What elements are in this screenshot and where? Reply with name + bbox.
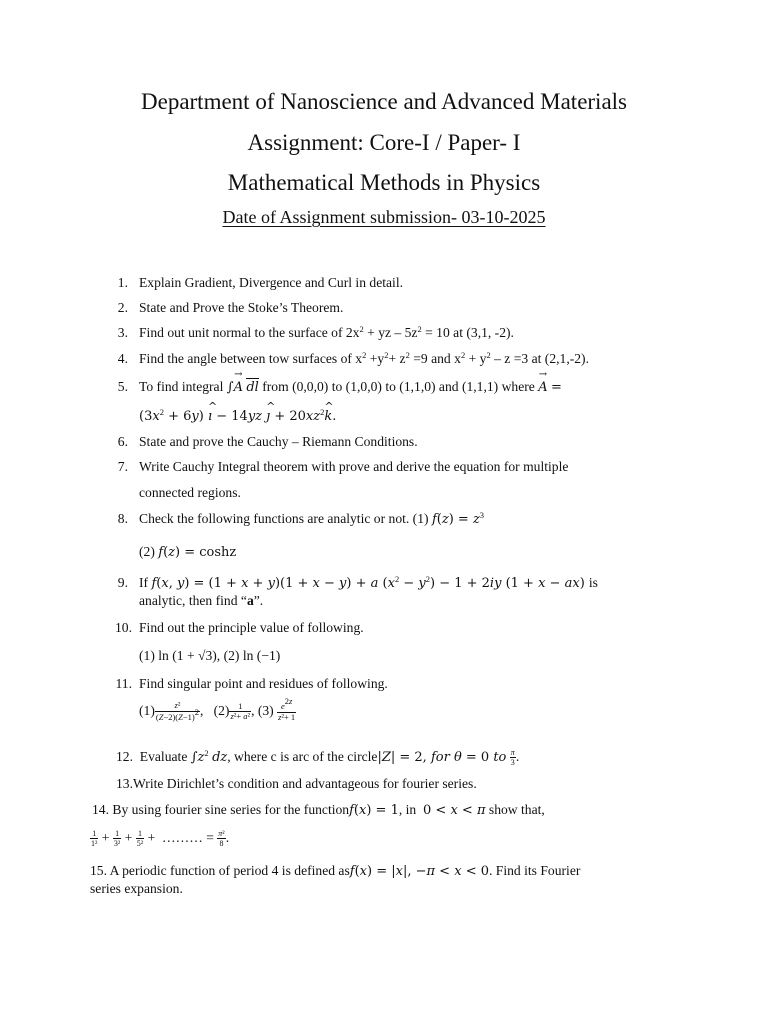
q6-number: 6. bbox=[117, 434, 128, 449]
q2-number: 2. bbox=[117, 300, 128, 315]
q4-text: Find the angle between tow surfaces of $x^2 +y^2+ z^2 =9$ and $x^2 + y^2 - z =3$ at (2,1,-2). bbox=[139, 350, 589, 366]
q11-number: 11. bbox=[115, 676, 132, 691]
q9-text-continued: analytic, then find “a”. bbox=[139, 593, 264, 608]
submission-date: Date of Assignment submission- 03-10-2025 bbox=[222, 207, 546, 227]
q12-text: 12. Evaluate $\int z^2$ dz, where c is arc of the circle|Z| = 2, for θ = 0 to $\frac{\pi}{3}$ . bbox=[116, 747, 520, 768]
q13-text: 13.Write Dirichlet’s condition and advantageous for fourier series. bbox=[116, 776, 477, 791]
department-title: Department of Nanoscience and Advanced Materials bbox=[141, 89, 627, 114]
q7-text: Write Cauchy Integral theorem with prove and derive the equation for multiple bbox=[139, 459, 569, 474]
q6-text: State and prove the Cauchy – Riemann Conditions. bbox=[139, 434, 418, 449]
subject-title: Mathematical Methods in Physics bbox=[227, 170, 541, 195]
q1-number: 1. bbox=[117, 275, 128, 290]
q2-text: State and Prove the Stoke’s Theorem. bbox=[139, 300, 344, 315]
q8-number: 8. bbox=[117, 511, 128, 526]
q15-text-continued: series expansion. bbox=[90, 881, 183, 896]
q3-number: 3. bbox=[117, 325, 128, 340]
q15-text: 15. A periodic function of period 4 is defined asf(x) = |x|, −π < x < 0. Find its Fourier bbox=[90, 863, 581, 879]
q14-series: $\frac{1}{\text{1²}}$ + $\frac{1}{\text{3²}}$ + $\frac{1}{\text{5²}}$ + ……… = $\frac{\text{π²}}{8}$ . bbox=[91, 829, 230, 849]
q5-vector-formula: $(3x^2 + 6y)$ ^ ı − 14yz ^ ȷ + $20xz^2\^{}$ k. bbox=[139, 409, 336, 423]
q4-number: 4. bbox=[117, 351, 128, 366]
q10-number: 10. bbox=[115, 620, 132, 635]
q10-text: Find out the principle value of following. bbox=[139, 620, 364, 635]
q5-number: 5. bbox=[117, 379, 128, 394]
q8-part2: (2) f(z) = coshz bbox=[139, 544, 237, 560]
q5-text: To find integral ∫→ A dl from (0,0,0) to (1,0,0) to (1,1,0) and (1,1,1) where → A = bbox=[139, 380, 562, 394]
q9-number: 9. bbox=[117, 575, 128, 590]
q8-text: Check the following functions are analytic or not. (1) $f(z) = z^3$ bbox=[139, 510, 485, 527]
q11-expressions: (1) $\frac{\text{z²}}{(Z-2)(Z-1)^2}$ , (2) $\frac{1}{\text{z²+ a²}}$ , (3) $\frac{e^{2z}}{\text{z²+ 1}}$ bbox=[139, 696, 296, 722]
q11-text: Find singular point and residues of following. bbox=[139, 676, 388, 691]
q3-text: Find out unit normal to the surface of $2x^2$ + yz – $5z^2 = 10$ at (3,1, -2). bbox=[139, 324, 514, 340]
q9-text: If f(x, y) = (1 + x + y)(1 + x − y) + a $(x^2 - y^2) - 1 + 2iy$ (1 + x − ax) is bbox=[139, 574, 598, 591]
q1-text: Explain Gradient, Divergence and Curl in detail. bbox=[139, 275, 403, 290]
q7-number: 7. bbox=[117, 459, 128, 474]
assignment-title: Assignment: Core-I / Paper- I bbox=[247, 130, 521, 155]
q7-text-continued: connected regions. bbox=[139, 485, 241, 500]
q10-parts: (1) ln (1 + √3), (2) ln (−1) bbox=[139, 648, 281, 663]
q14-text: 14. By using fourier sine series for the functionf(x) = 1, in 0 < x < π show that, bbox=[92, 802, 545, 818]
